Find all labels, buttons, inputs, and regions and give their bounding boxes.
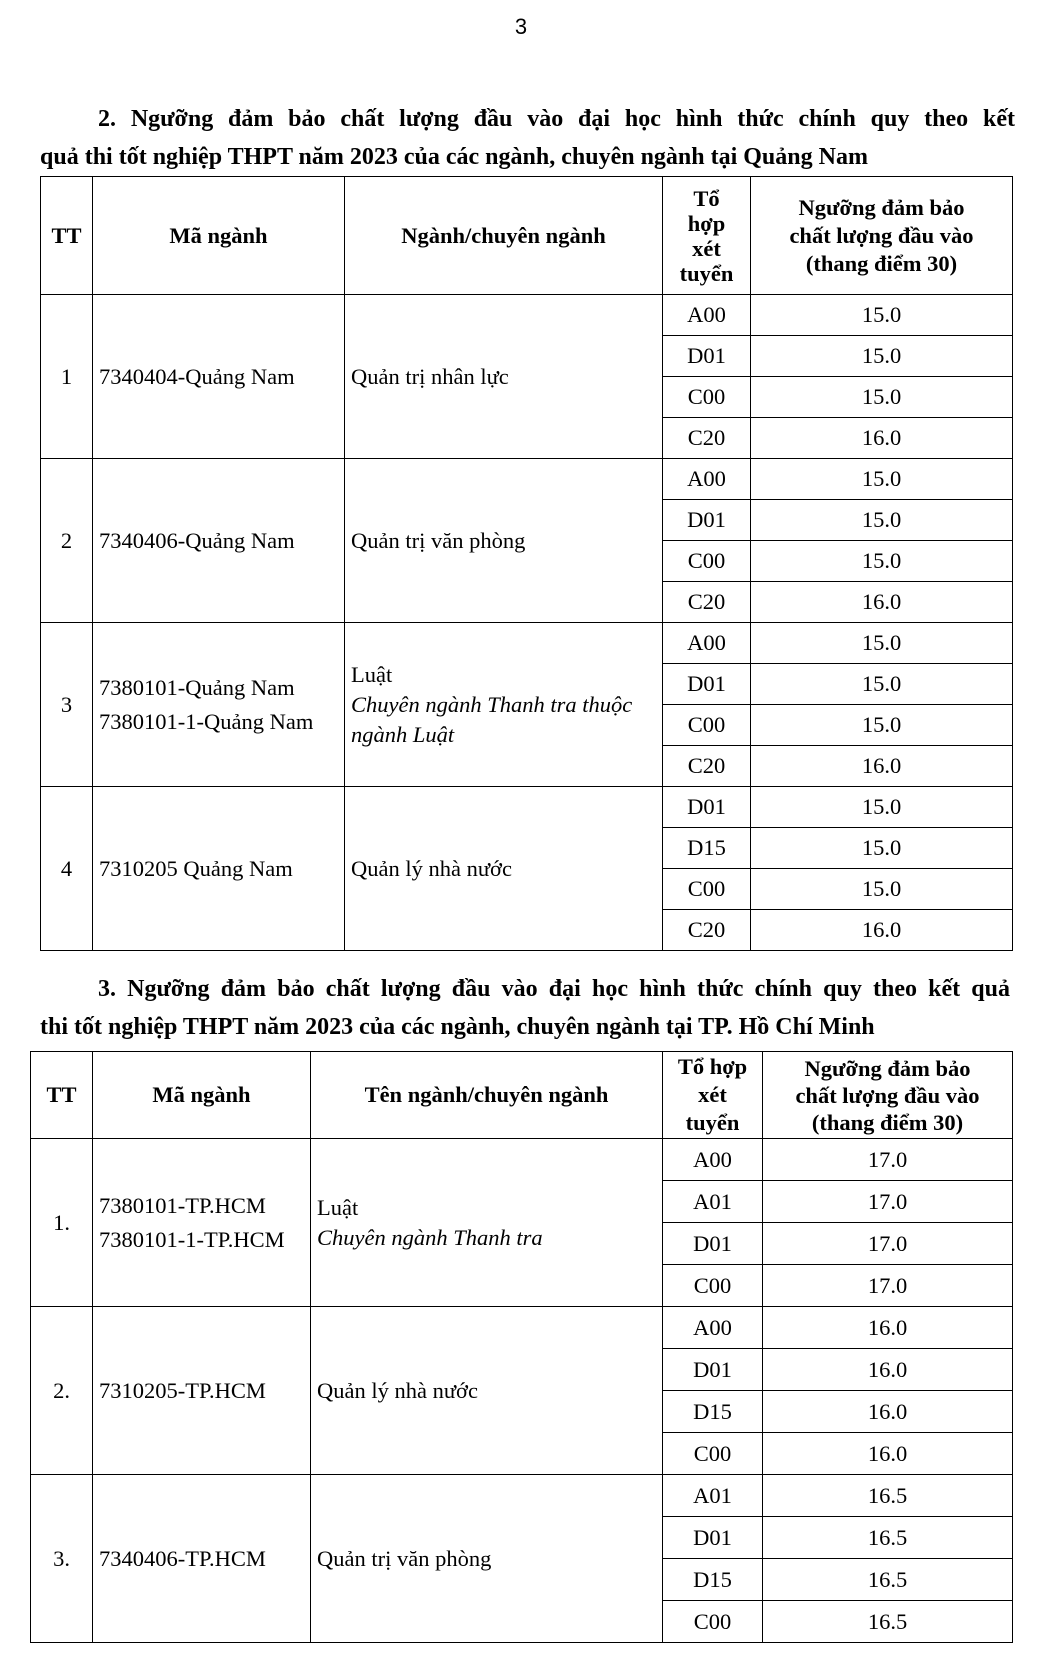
major-name: Quản lý nhà nước — [317, 1377, 478, 1403]
threshold-score: 15.0 — [751, 336, 1013, 377]
exam-combination: C00 — [663, 1433, 763, 1475]
exam-combination: C00 — [663, 1601, 763, 1643]
threshold-score: 16.0 — [751, 746, 1013, 787]
major-code: 7340404-Quảng Nam — [99, 363, 295, 389]
exam-combination: D15 — [663, 828, 751, 869]
major-code: 7340406-TP.HCM — [99, 1545, 266, 1571]
major-code: 7340406-Quảng Nam — [99, 527, 295, 553]
threshold-score: 16.5 — [763, 1601, 1013, 1643]
major-name: Luật — [351, 661, 393, 687]
column-header-code: Mã ngành — [93, 1052, 311, 1139]
exam-combination: C00 — [663, 705, 751, 746]
table-row — [31, 1139, 1013, 1181]
row-number: 3. — [31, 1475, 93, 1643]
section-3-heading-line-1: 3. Ngưỡng đảm bảo chất lượng đầu vào đại học hình thức chính quy theo kết quả — [98, 976, 1010, 1002]
threshold-score: 16.5 — [763, 1559, 1013, 1601]
major-code-cell — [93, 1307, 311, 1475]
threshold-score: 15.0 — [751, 295, 1013, 336]
threshold-score: 15.0 — [751, 459, 1013, 500]
major-name-cell — [345, 459, 663, 623]
row-number: 2. — [31, 1307, 93, 1475]
threshold-score: 15.0 — [751, 705, 1013, 746]
major-code: 7380101-1-Quảng Nam — [99, 708, 314, 734]
exam-combination: A00 — [663, 295, 751, 336]
threshold-score: 17.0 — [763, 1223, 1013, 1265]
row-number: 1. — [31, 1139, 93, 1307]
table-row — [41, 787, 1013, 828]
exam-combination: D01 — [663, 1223, 763, 1265]
major-code: 7380101-Quảng Nam — [99, 674, 295, 700]
exam-combination: A00 — [663, 1139, 763, 1181]
threshold-score: 16.5 — [763, 1517, 1013, 1559]
threshold-score: 16.5 — [763, 1475, 1013, 1517]
major-code-cell — [93, 1475, 311, 1643]
threshold-score: 15.0 — [751, 377, 1013, 418]
exam-combination: D15 — [663, 1391, 763, 1433]
major-name: Quản trị văn phòng — [317, 1545, 492, 1571]
column-header-major: Ngành/chuyên ngành — [345, 177, 663, 295]
threshold-score: 15.0 — [751, 869, 1013, 910]
major-name: Luật — [317, 1194, 359, 1220]
column-header-tt: TT — [41, 177, 93, 295]
column-header-code: Mã ngành — [93, 177, 345, 295]
threshold-score: 15.0 — [751, 664, 1013, 705]
table-header-row — [31, 1052, 1013, 1139]
exam-combination: C20 — [663, 746, 751, 787]
section-2-heading — [40, 100, 1015, 176]
page-number: 3 — [514, 14, 528, 39]
major-name-cell — [345, 295, 663, 459]
threshold-score: 16.0 — [763, 1433, 1013, 1475]
threshold-score: 17.0 — [763, 1181, 1013, 1223]
section-3-heading-line-2: thi tốt nghiệp THPT năm 2023 của các ngành, chuyên ngành tại TP. Hồ Chí Minh — [40, 1014, 875, 1040]
exam-combination: D01 — [663, 664, 751, 705]
specialization-name: Chuyên ngành Thanh tra — [317, 1224, 543, 1250]
row-number: 3 — [41, 623, 93, 787]
threshold-score: 16.0 — [763, 1307, 1013, 1349]
major-name-cell — [345, 787, 663, 951]
major-code: 7380101-1-TP.HCM — [99, 1226, 285, 1252]
major-name: Quản trị nhân lực — [351, 363, 509, 389]
major-code-cell — [93, 1139, 311, 1307]
row-number: 1 — [41, 295, 93, 459]
major-code-cell — [93, 787, 345, 951]
exam-combination: D01 — [663, 787, 751, 828]
exam-combination: C00 — [663, 541, 751, 582]
major-name-cell — [345, 623, 663, 787]
exam-combination: C20 — [663, 418, 751, 459]
exam-combination: A00 — [663, 459, 751, 500]
major-name-cell — [311, 1139, 663, 1307]
major-code: 7380101-TP.HCM — [99, 1192, 266, 1218]
exam-combination: A01 — [663, 1181, 763, 1223]
table-row — [31, 1475, 1013, 1517]
table-row — [41, 623, 1013, 664]
row-number: 4 — [41, 787, 93, 951]
major-name: Quản lý nhà nước — [351, 855, 512, 881]
exam-combination: A00 — [663, 1307, 763, 1349]
quang-nam-threshold-table — [40, 176, 1013, 951]
major-name: Quản trị văn phòng — [351, 527, 526, 553]
major-code-cell — [93, 459, 345, 623]
table-header-row — [41, 177, 1013, 295]
threshold-score: 15.0 — [751, 541, 1013, 582]
row-number: 2 — [41, 459, 93, 623]
exam-combination: C00 — [663, 377, 751, 418]
exam-combination: C20 — [663, 582, 751, 623]
column-header-tt: TT — [31, 1052, 93, 1139]
section-3-heading — [40, 970, 1010, 1046]
threshold-score: 16.0 — [763, 1391, 1013, 1433]
exam-combination: C00 — [663, 869, 751, 910]
table-row — [41, 295, 1013, 336]
major-code-cell — [93, 623, 345, 787]
exam-combination: C20 — [663, 910, 751, 951]
major-name-cell — [311, 1307, 663, 1475]
threshold-score: 15.0 — [751, 828, 1013, 869]
major-name-cell — [311, 1475, 663, 1643]
column-header-combo: Tổ hợp xét tuyển — [663, 177, 751, 295]
threshold-score: 15.0 — [751, 500, 1013, 541]
table-row — [31, 1307, 1013, 1349]
exam-combination: D01 — [663, 1517, 763, 1559]
specialization-name: Chuyên ngành Thanh tra thuộc ngành Luật — [351, 691, 633, 747]
exam-combination: D01 — [663, 1349, 763, 1391]
table-row — [41, 459, 1013, 500]
threshold-score: 16.0 — [751, 910, 1013, 951]
exam-combination: A01 — [663, 1475, 763, 1517]
threshold-score: 17.0 — [763, 1265, 1013, 1307]
major-code-cell — [93, 295, 345, 459]
column-header-combo: Tổ hợp xét tuyển — [663, 1052, 763, 1139]
section-2-heading-line-2: quả thi tốt nghiệp THPT năm 2023 của các ngành, chuyên ngành tại Quảng Nam — [40, 144, 868, 170]
exam-combination: C00 — [663, 1265, 763, 1307]
major-code: 7310205 Quảng Nam — [99, 855, 293, 881]
exam-combination: D15 — [663, 1559, 763, 1601]
threshold-score: 16.0 — [763, 1349, 1013, 1391]
exam-combination: A00 — [663, 623, 751, 664]
hcm-threshold-table — [30, 1051, 1013, 1643]
column-header-threshold: Ngưỡng đảm bảo chất lượng đầu vào (thang điểm 30) — [763, 1052, 1013, 1139]
threshold-score: 15.0 — [751, 623, 1013, 664]
column-header-major: Tên ngành/chuyên ngành — [311, 1052, 663, 1139]
threshold-score: 16.0 — [751, 418, 1013, 459]
threshold-score: 16.0 — [751, 582, 1013, 623]
exam-combination: D01 — [663, 500, 751, 541]
section-2-heading-line-1: 2. Ngưỡng đảm bảo chất lượng đầu vào đại học hình thức chính quy theo kết — [98, 106, 1015, 132]
threshold-score: 15.0 — [751, 787, 1013, 828]
major-code: 7310205-TP.HCM — [99, 1377, 266, 1403]
threshold-score: 17.0 — [763, 1139, 1013, 1181]
column-header-threshold: Ngưỡng đảm bảo chất lượng đầu vào (thang điểm 30) — [751, 177, 1013, 295]
exam-combination: D01 — [663, 336, 751, 377]
